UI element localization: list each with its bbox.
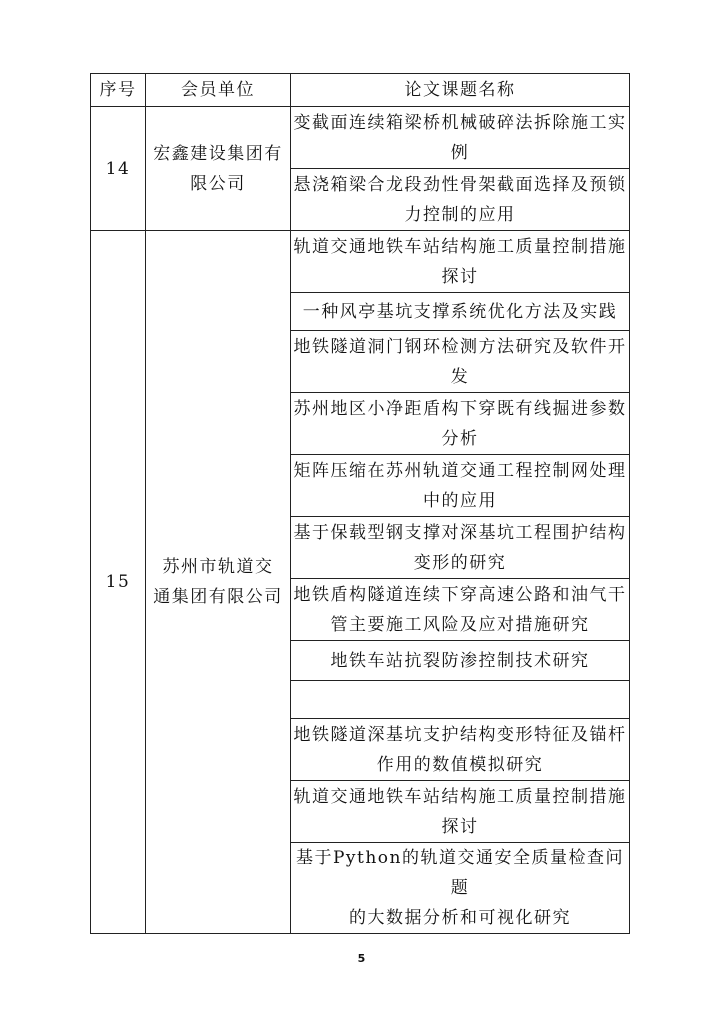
member-unit-cell [146,107,291,231]
paper-title-line: 分析 [441,428,479,449]
paper-title-line: 悬浇箱梁合龙段劲性骨架截面选择及预锁 [293,174,627,195]
paper-title-cell [291,579,630,641]
header-index: 序号 [91,74,146,107]
paper-title-line: 矩阵压缩在苏州轨道交通工程控制网处理 [293,460,627,481]
paper-title-line: 探讨 [441,816,479,837]
paper-title-cell [291,293,630,331]
paper-title-line: 基于Python的轨道交通安全质量检查问题 [295,848,624,898]
paper-title-line: 力控制的应用 [404,204,516,225]
paper-title-line: 变形的研究 [413,552,507,573]
paper-title-line: 一种风亭基坑支撑系统优化方法及实践 [302,301,618,322]
member-unit-line: 宏鑫建设集团有 [153,143,283,164]
paper-title-line: 地铁盾构隧道连续下穿高速公路和油气干 [293,584,627,605]
paper-title-line: 中的应用 [423,490,497,511]
paper-title-cell [291,719,630,781]
table-row [91,107,630,169]
paper-title-cell [291,517,630,579]
paper-title-cell-empty [291,681,630,719]
paper-title-line: 例 [450,142,470,163]
table-header-row [91,74,630,107]
header-paper-title: 论文课题名称 [291,74,630,107]
paper-title-line: 地铁车站抗裂防渗控制技术研究 [330,650,590,671]
paper-title-cell [291,393,630,455]
paper-title-line: 作用的数值模拟研究 [376,754,544,775]
member-unit-line: 通集团有限公司 [153,587,283,607]
paper-title-line: 管主要施工风险及应对措施研究 [330,614,590,635]
paper-title-cell [291,231,630,293]
table-row [91,231,630,293]
paper-title-cell [291,169,630,231]
paper-title-line: 探讨 [441,266,479,287]
paper-title-cell [291,331,630,393]
paper-title-line: 轨道交通地铁车站结构施工质量控制措施 [293,786,627,807]
paper-title-cell [291,843,630,934]
member-unit-line: 苏州市轨道交 [162,557,274,577]
header-member-unit: 会员单位 [146,74,291,107]
member-unit-line: 限公司 [190,173,246,194]
paper-title-line: 地铁隧道深基坑支护结构变形特征及锚杆 [293,724,627,745]
paper-title-line: 变截面连续箱梁桥机械破碎法拆除施工实 [293,112,627,133]
row-index: 14 [91,107,146,231]
paper-title-line: 地铁隧道洞门钢环检测方法研究及软件开 [293,336,627,357]
paper-title-line: 发 [450,366,470,387]
paper-title-line: 苏州地区小净距盾构下穿既有线掘进参数 [293,398,627,419]
paper-title-line: 的大数据分析和可视化研究 [349,908,571,928]
paper-title-cell [291,455,630,517]
paper-topics-table [90,73,630,934]
row-index: 15 [91,231,146,934]
paper-title-cell [291,107,630,169]
paper-title-line: 轨道交通地铁车站结构施工质量控制措施 [293,236,627,257]
paper-title-cell [291,781,630,843]
paper-title-line: 基于保载型钢支撑对深基坑工程围护结构 [293,522,627,543]
member-unit-cell [146,231,291,934]
page-number: 5 [357,952,366,965]
paper-title-cell [291,641,630,681]
